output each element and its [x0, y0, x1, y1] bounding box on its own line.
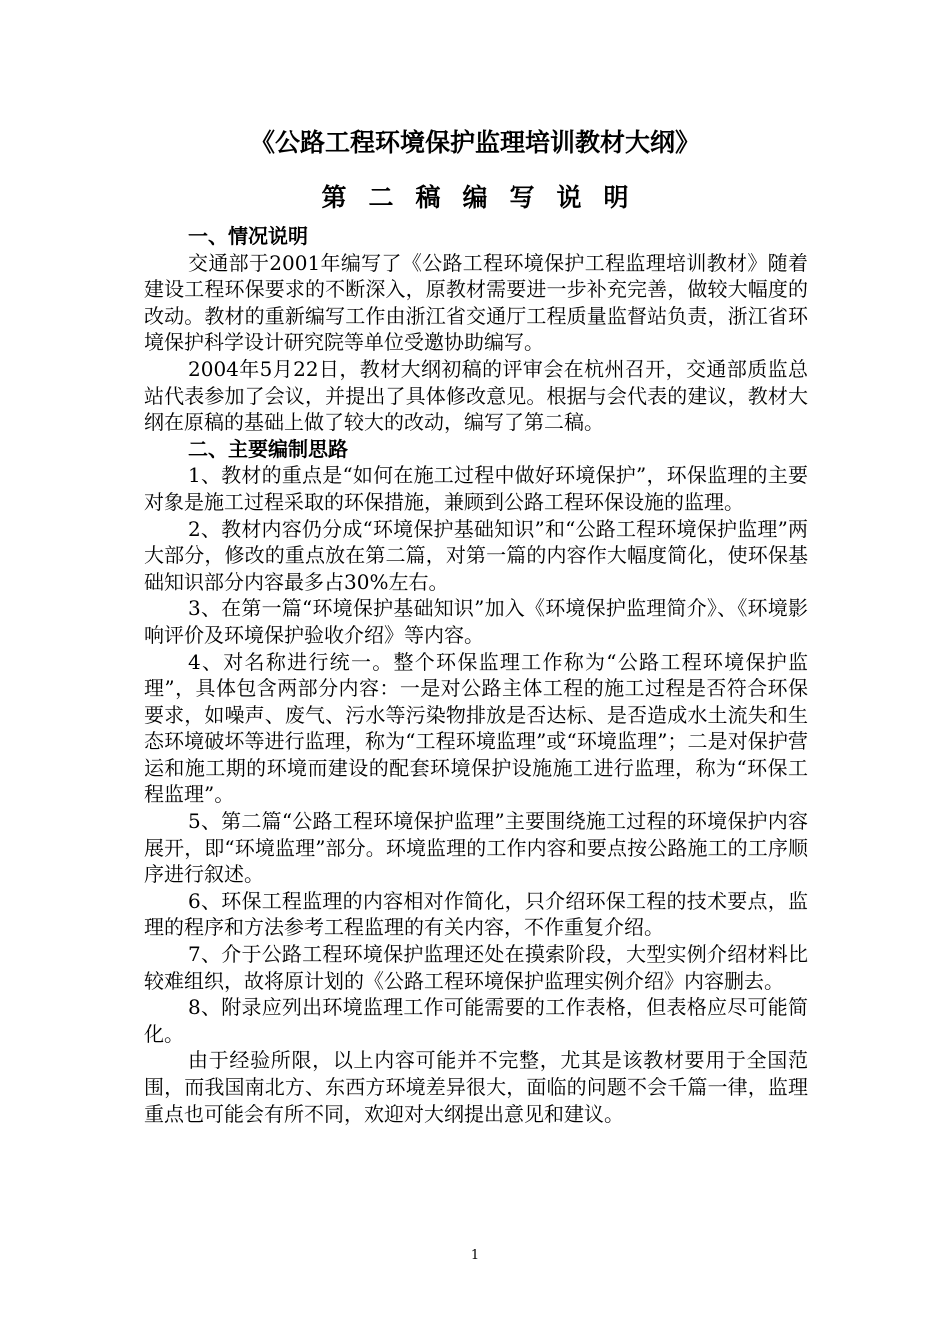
section-heading: 一、情况说明	[188, 224, 308, 248]
section-heading: 二、主要编制思路	[188, 436, 348, 461]
body-paragraph: 2004年5月22日，教材大纲初稿的评审会在杭州召开，交通部质监总站代表参加了会议，并提出了具体修改意见。根据与会代表的建议，教材大纲在原稿的基础上做了较大的改动，编写了第二稿。	[144, 356, 808, 435]
body-paragraph: 3、在第一篇“环境保护基础知识”加入《环境保护监理简介》、《环境影响评价及环境保护验收介绍》等内容。	[144, 596, 808, 647]
body-paragraph: 由于经验所限，以上内容可能并不完整，尤其是该教材要用于全国范围，而我国南北方、东西方环境差异很大，面临的问题不会千篇一律，监理重点也可能会有所不同，欢迎对大纲提出意见和建议。	[144, 1048, 808, 1126]
body-paragraph: 8、附录应列出环境监理工作可能需要的工作表格，但表格应尽可能简化。	[144, 995, 808, 1046]
document-title: 《公路工程环境保护监理培训教材大纲》	[249, 128, 700, 157]
body-paragraph: 5、第二篇“公路工程环境保护监理”主要围绕施工过程的环境保护内容展开，即“环境监理”部分。环境监理的工作内容和要点按公路施工的工序顺序进行叙述。	[144, 809, 808, 887]
document-subtitle: 第二稿编写说明	[321, 183, 651, 212]
body-paragraph: 6、环保工程监理的内容相对作简化，只介绍环保工程的技术要点，监理的程序和方法参考工程监理的有关内容，不作重复介绍。	[144, 888, 808, 940]
body-paragraph: 4、对名称进行统一。整个环保监理工作称为“公路工程环境保护监理”，具体包含两部分内容：一是对公路主体工程的施工过程是否符合环保要求，如噪声、废气、污水等污染物排放是否达标、是否造成水土流失和生态环境破坏等进行监理，称为“工程环境监理”或“环境监理”；二是对保护营运和施工期的环境而建设的配套环境保护设施施工进行监理，称为“环保工程监理”。	[144, 649, 808, 807]
body-paragraph: 2、教材内容仍分成“环境保护基础知识”和“公路工程环境保护监理”两大部分，修改的重点放在第二篇，对第一篇的内容作大幅度简化，使环保基础知识部分内容最多占30%左右。	[144, 516, 808, 594]
body-paragraph: 7、介于公路工程环境保护监理还处在摸索阶段，大型实例介绍材料比较难组织，故将原计划的《公路工程环境保护监理实例介绍》内容删去。	[144, 942, 808, 993]
page-number: 1	[470, 1248, 480, 1263]
document-body	[144, 223, 808, 1127]
body-paragraph: 1、教材的重点是“如何在施工过程中做好环境保护”，环保监理的主要对象是施工过程采取的环保措施，兼顾到公路工程环保设施的监理。	[144, 463, 808, 514]
body-paragraph: 交通部于2001年编写了《公路工程环境保护工程监理培训教材》随着建设工程环保要求的不断深入，原教材需要进一步补充完善，做较大幅度的改动。教材的重新编写工作由浙江省交通厅工程质量监督站负责，浙江省环境保护科学设计研究院等单位受邀协助编写。	[144, 250, 808, 355]
